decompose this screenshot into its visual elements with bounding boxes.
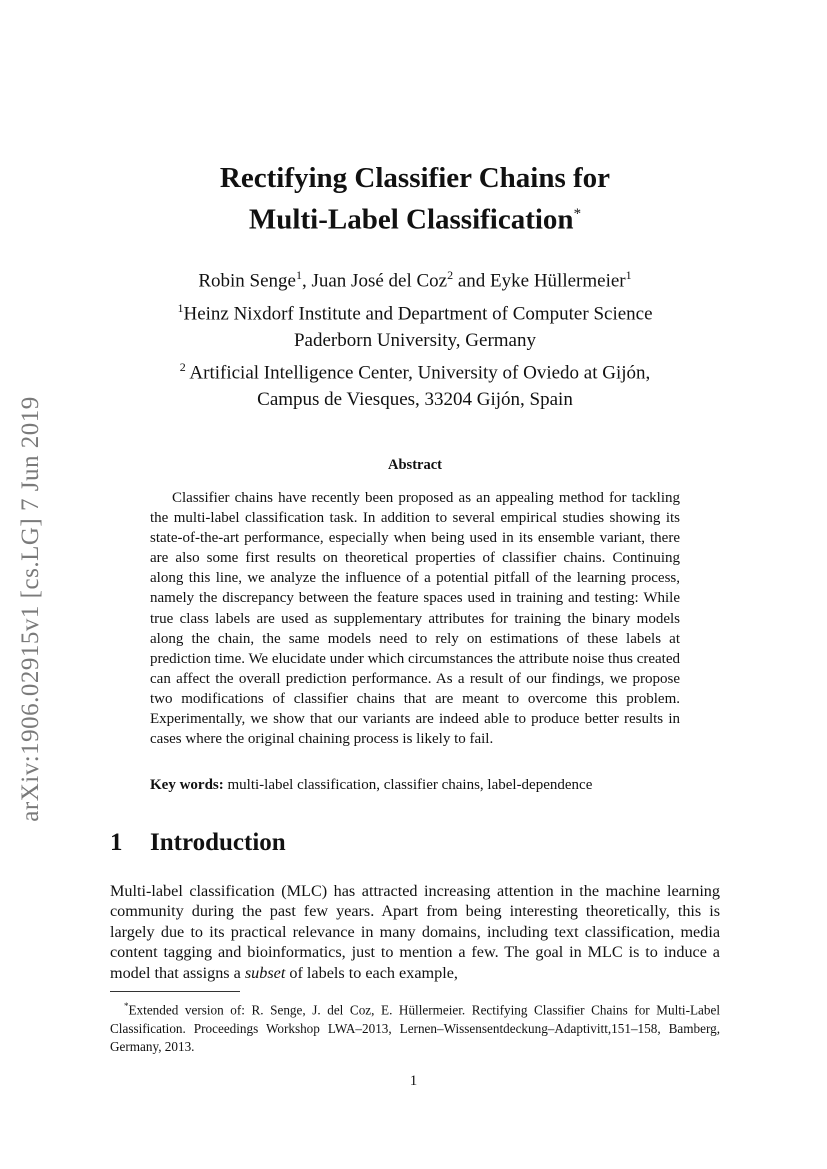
author-1-mark: 1	[295, 268, 302, 282]
intro-text-before: Multi-label classification (MLC) has attracted increasing attention in the machine learning community during the past few years. Apart from being interesting theoretically, this is largely due to its practical relevance in many domains, including text classification, media content tagging and bioinformatics, just to mention a few. The goal in MLC is to induce a model that assigns a	[110, 882, 720, 982]
author-separator-and: and	[453, 270, 491, 292]
arxiv-identifier	[14, 374, 48, 844]
title-line-2-text: Multi-Label Classification	[248, 203, 574, 236]
author-2-mark: 2	[447, 268, 454, 282]
footnote-text: Extended version of: R. Senge, J. del Coz, E. Hüllermeier. Rectifying Classifier Chains for Multi-Label Classification. Proceedings Workshop LWA–2013, Lernen–Wissensentdeckung–Adaptivitt,151–158, Bamberg, Germany, 2013.	[110, 1002, 720, 1054]
author-2: Juan José del Coz	[311, 270, 448, 292]
footnote-mark: *	[124, 1001, 129, 1011]
affiliation-2	[100, 354, 730, 387]
arxiv-identifier-text: arXiv:1906.02915v1 [cs.LG] 7 Jun 2019	[17, 396, 44, 822]
title-footnote-mark: *	[573, 206, 582, 222]
intro-text-after: of labels to each example,	[285, 963, 458, 982]
affiliation-1	[100, 295, 730, 328]
introduction-paragraph	[110, 881, 720, 983]
keywords	[150, 775, 690, 795]
author-1: Robin Senge	[198, 270, 296, 292]
author-separator: ,	[301, 270, 312, 292]
author-3-mark: 1	[625, 268, 632, 282]
section-title: Introduction	[150, 829, 286, 856]
title-line-2	[120, 196, 710, 238]
affiliation-1-mark: 1	[177, 300, 184, 315]
affiliation-2-mark: 2	[179, 360, 186, 375]
affiliation-2-line-2: Campus de Viesques, 33204 Gijón, Spain	[257, 388, 573, 410]
affiliation-1-line-1: Heinz Nixdorf Institute and Department of Computer Science	[183, 303, 653, 325]
affiliation-1-line-2: Paderborn University, Germany	[293, 329, 536, 351]
footnote-divider	[110, 991, 240, 992]
author-block	[100, 262, 730, 413]
affiliation-2-line-1: Artificial Intelligence Center, University of Oviedo at Gijón,	[185, 362, 651, 384]
section-heading	[110, 829, 286, 857]
section-number: 1	[110, 829, 123, 856]
footnote	[110, 997, 720, 1056]
abstract-heading: Abstract	[388, 457, 442, 473]
keywords-text: multi-label classification, classifier chains, label-dependence	[223, 777, 593, 793]
page-number: 1	[409, 1073, 418, 1089]
keywords-label: Key words:	[150, 777, 224, 793]
title-line-1: Rectifying Classifier Chains for	[219, 162, 611, 194]
author-3: Eyke Hüllermeier	[490, 270, 626, 292]
author-list	[100, 262, 730, 295]
paper-title	[120, 160, 710, 238]
intro-emphasis: subset	[244, 963, 286, 982]
abstract-text: Classifier chains have recently been proposed as an appealing method for tackling the multi-label classification task. In addition to several empirical studies showing its state-of-the-art performance, especially when being used in its ensemble variant, there are also some first results on theoretical properties of classifier chains. Continuing along this line, we analyze the influence of a potential pitfall of the learning process, namely the discrepancy between the feature spaces used in training and testing: While true class labels are used as supplementary attributes for training the binary models along the chain, the same models need to rely on estimations of these labels at prediction time. We elucidate under which circumstances the attribute noise thus created can affect the overall prediction performance. As a result of our findings, we propose two modifications of classifier chains that are meant to overcome this problem. Experimentally, we show that our variants are indeed able to produce better results in cases where the original chaining process is likely to fail.	[150, 490, 680, 748]
